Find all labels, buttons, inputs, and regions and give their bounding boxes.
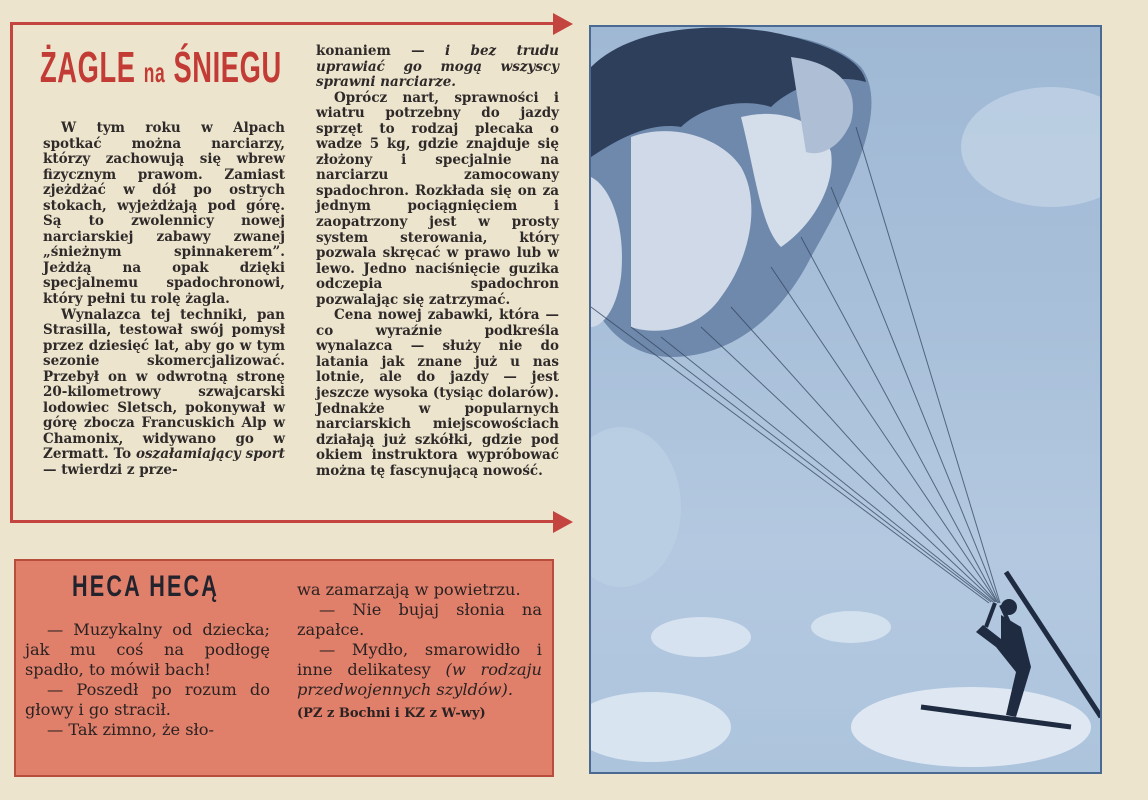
parachute-skier-photo <box>589 25 1102 774</box>
article-paragraph: Cena nowej zabawki, która — co wyraźnie podkreśla wynalazca — służy nie do latania jak znane już u nas lotnie, ale do jazdy — jest jeszcze wysoka (tysiąc dolarów). Jednakże w popularnych narciarskich miejscowościach działają już szkółki, gdzie pod okiem instruktora wypróbować można tę fascynującą nowość. <box>316 307 559 479</box>
title-word-sniegu: ŚNIEGU <box>173 43 282 92</box>
article-paragraph: Oprócz nart, sprawności i wiatru potrzebny do jazdy sprzęt to rodzaj plecaka o wadze 5 kg, gdzie znajduje się złożony i specjalnie na narciarzu zamocowany spadochron. Rozkłada się on za jednym pociągnięciem i zaopatrzony jest w prosty system sterowania, który pozwala skręcać w prawo lub w lewo. Jedno naciśnięcie guzika odczepia spadochron pozwalając się zatrzymać. <box>316 89 559 308</box>
parachute-skier-illustration <box>591 27 1100 772</box>
joke-paragraph: — Tak zimno, że sło- <box>47 720 215 739</box>
frame-top-line <box>10 22 555 25</box>
article-paragraph <box>316 44 559 91</box>
joke-paragraph: — Nie bujaj słonia na zapałce. <box>297 600 542 639</box>
joke-paragraph: — Muzykalny od dziecka; jak mu coś na podłogę spadło, to mówił bach! <box>25 620 270 679</box>
article-paragraph: W tym roku w Alpach spotkać można narciarzy, którzy zachowują się wbrew fizycznym prawom. Zamiast zjeżdżać w dół po ostrych stokach, wyjeżdżają pod górę. Są to zwolennicy nowej narciarskiej zabawy zwanej „śnieżnym spinnakerem”. Jeżdżą na opak dzięki specjalnemu spadochronowi, który pełni tu rolę żagla. <box>43 120 285 308</box>
heca-title: HECA HECĄ <box>72 570 220 603</box>
joke-text: — Mydło, smarowidło i inne delikatesy <box>297 640 542 679</box>
article-text: — twierdzi z prze- <box>43 462 178 479</box>
frame-left-line <box>10 22 13 523</box>
joke-paragraph: — Poszedł po rozum do głowy i go stracił. <box>25 680 270 719</box>
article-title <box>40 38 282 103</box>
frame-bottom-line <box>10 520 555 523</box>
title-word-zagle: ŻAGLE <box>40 43 136 92</box>
title-word-na: na <box>143 57 166 88</box>
heca-column-right <box>297 580 542 724</box>
frame-top-arrow <box>553 13 573 35</box>
joke-paragraph: wa zamarzają w powietrzu. <box>297 580 521 599</box>
heca-signature: (PZ z Bochni i KZ z W-wy) <box>297 706 486 721</box>
article-paragraph <box>43 308 285 479</box>
heca-column-left <box>25 620 270 740</box>
joke-italic: (w rodzaju przedwojennych szyldów). <box>297 660 542 699</box>
frame-bottom-arrow <box>553 511 573 533</box>
article-quote: oszałamiający sport <box>135 446 285 463</box>
article-quote: i bez trudu uprawiać go mogą wszyscy sprawni narciarze. <box>316 43 559 91</box>
article-column-2 <box>316 44 559 479</box>
article-column-1 <box>43 121 285 479</box>
article-text: konaniem — <box>316 43 445 59</box>
article-text: Wynalazca tej techniki, pan Strasilla, testował swój pomysł przez dziesięć lat, aby go w tym sezonie skomercjalizować. Przebył on w odwrotną stronę 20-kilometrowy szwajcarski lodowiec Sletsch, pokonywał w górę zbocza Francuskich Alp w Chamonix, widywano go w Zermatt. To <box>43 306 285 463</box>
joke-paragraph <box>297 640 542 700</box>
